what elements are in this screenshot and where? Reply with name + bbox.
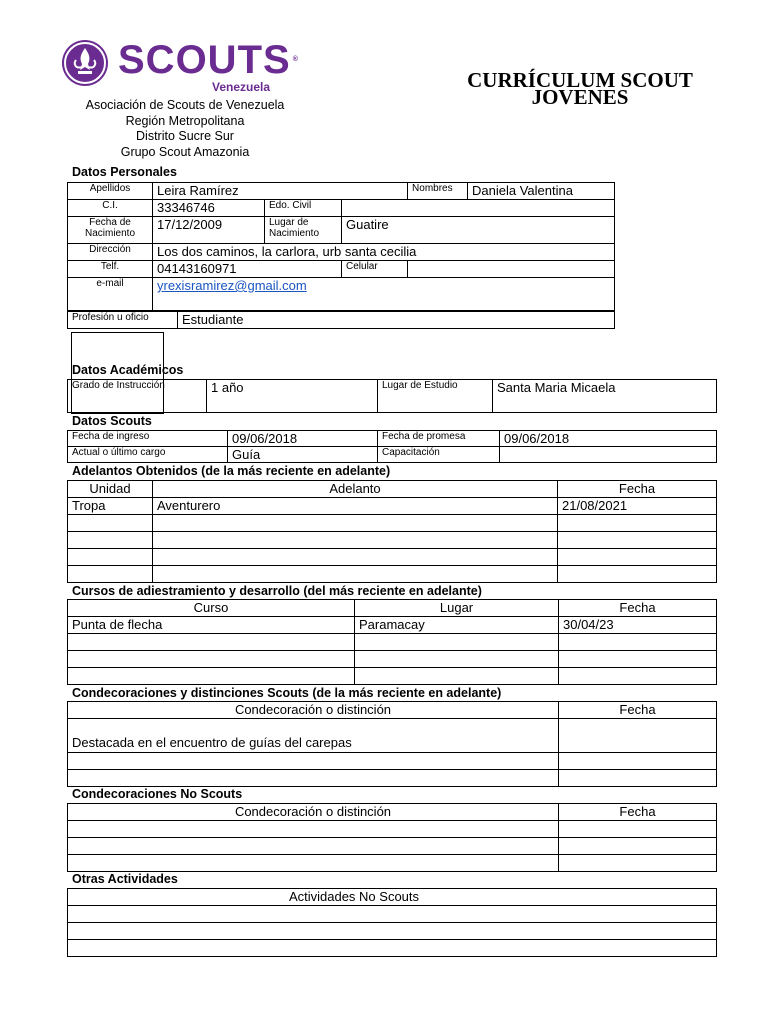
table-cell: [68, 770, 559, 787]
col-header: Fecha: [559, 702, 717, 719]
table-cell: [355, 651, 559, 668]
section-heading-non-scout-awards: Condecoraciones No Scouts: [72, 787, 243, 801]
section-heading-scouts: Datos Scouts: [72, 414, 152, 428]
table-cell: [68, 923, 717, 940]
profession-table: [67, 311, 615, 329]
table-cell: [558, 532, 717, 549]
col-header: Adelanto: [153, 481, 558, 498]
civil-label: Edo. Civil: [265, 200, 342, 217]
table-cell: [68, 634, 355, 651]
table-cell: [558, 566, 717, 583]
table-cell: [355, 668, 559, 685]
document-title: [450, 68, 710, 109]
section-heading-advances: Adelantos Obtenidos (de la más reciente en adelante): [72, 464, 391, 478]
phone-value: 04143160971: [153, 261, 342, 278]
org-line: Asociación de Scouts de Venezuela: [85, 98, 285, 112]
table-cell: [558, 549, 717, 566]
birth-label: Fecha de Nacimiento: [68, 217, 153, 244]
scouts-emblem-icon: [62, 40, 108, 86]
table-row: [68, 821, 717, 838]
table-cell: [559, 668, 717, 685]
table-cell: Tropa: [68, 498, 153, 515]
table-cell: [68, 566, 153, 583]
cargo-label: Actual o último cargo: [68, 447, 228, 463]
table-cell: [68, 821, 559, 838]
table-cell: [153, 566, 558, 583]
table-cell: [559, 855, 717, 872]
table-cell: [559, 821, 717, 838]
table-row: [68, 855, 717, 872]
phone-label: Telf.: [68, 261, 153, 278]
capacitacion-label: Capacitación: [378, 447, 500, 463]
table-cell: [355, 634, 559, 651]
personal-data-table: [67, 182, 615, 311]
table-cell: [559, 651, 717, 668]
grade-label: Grado de Instrucción: [68, 380, 207, 413]
organization-info: [60, 98, 310, 160]
birth-value: 17/12/2009: [153, 217, 265, 244]
job-value: Estudiante: [178, 312, 615, 329]
email-link[interactable]: yrexisramirez@gmail.com: [157, 278, 307, 293]
non-scout-awards-table: [67, 803, 717, 872]
courses-table: [67, 599, 717, 685]
email-label: e-mail: [68, 278, 153, 311]
table-row: [68, 651, 717, 668]
table-cell: [559, 719, 717, 753]
title-line-2: JOVENES: [531, 85, 629, 109]
col-header: Curso: [68, 600, 355, 617]
ci-label: C.I.: [68, 200, 153, 217]
table-cell: [68, 906, 717, 923]
table-cell: [559, 753, 717, 770]
nombres-label: Nombres: [408, 183, 468, 200]
table-row: [68, 617, 717, 634]
place-value: Guatire: [342, 217, 615, 244]
table-row: [68, 719, 717, 753]
section-heading-awards: Condecoraciones y distinciones Scouts (de la más reciente en adelante): [72, 686, 502, 700]
table-row: [68, 838, 717, 855]
org-line: Región Metropolitana: [125, 113, 245, 128]
apellidos-value: Leira Ramírez: [153, 183, 408, 200]
cell-label: Celular: [342, 261, 408, 278]
col-header: Fecha: [559, 804, 717, 821]
table-cell: Punta de flecha: [68, 617, 355, 634]
table-row: [68, 634, 717, 651]
table-cell: 30/04/23: [559, 617, 717, 634]
section-heading-other: Otras Actividades: [72, 872, 178, 886]
grade-value: 1 año: [207, 380, 378, 413]
cell-value: [408, 261, 615, 278]
table-cell: 21/08/2021: [558, 498, 717, 515]
ingreso-label: Fecha de ingreso: [68, 431, 228, 447]
table-row: [68, 515, 717, 532]
table-row: [68, 940, 717, 957]
table-row: [68, 532, 717, 549]
col-header: Actividades No Scouts: [68, 889, 717, 906]
table-cell: [559, 770, 717, 787]
table-cell: [559, 838, 717, 855]
table-cell: Destacada en el encuentro de guías del carepas: [68, 719, 559, 753]
section-heading-courses: Cursos de adiestramiento y desarrollo (del más reciente en adelante): [72, 584, 482, 598]
org-line: Grupo Scout Amazonia: [120, 144, 250, 159]
scouts-wordmark-country: Venezuela: [212, 80, 271, 94]
table-cell: [68, 855, 559, 872]
table-cell: [68, 532, 153, 549]
promesa-value: 09/06/2018: [500, 431, 717, 447]
address-value: Los dos caminos, la carlora, urb santa cecilia: [153, 244, 615, 261]
address-label: Dirección: [68, 244, 153, 261]
col-header: Fecha: [559, 600, 717, 617]
table-row: [68, 770, 717, 787]
col-header: Condecoración o distinción: [68, 702, 559, 719]
capacitacion-value: [500, 447, 717, 463]
table-row: [68, 549, 717, 566]
other-activities-table: [67, 888, 717, 957]
org-line: Distrito Sucre Sur: [136, 129, 234, 143]
academic-table: [67, 379, 717, 413]
table-cell: [68, 838, 559, 855]
table-row: [68, 753, 717, 770]
study-place-label: Lugar de Estudio: [378, 380, 493, 413]
table-row: [68, 566, 717, 583]
promesa-label: Fecha de promesa: [378, 431, 500, 447]
ci-value: 33346746: [153, 200, 265, 217]
table-cell: [68, 753, 559, 770]
table-cell: [153, 532, 558, 549]
table-cell: [153, 549, 558, 566]
title-line-1: CURRÍCULUM SCOUT: [467, 68, 693, 92]
col-header: Lugar: [355, 600, 559, 617]
table-cell: Paramacay: [355, 617, 559, 634]
table-cell: [559, 634, 717, 651]
table-cell: [68, 549, 153, 566]
table-cell: [68, 651, 355, 668]
table-cell: [68, 668, 355, 685]
table-row: [68, 923, 717, 940]
col-header: Unidad: [68, 481, 153, 498]
place-label: Lugar de Nacimiento: [265, 217, 342, 244]
table-cell: [68, 940, 717, 957]
col-header: Fecha: [558, 481, 717, 498]
section-heading-personal: Datos Personales: [72, 165, 177, 179]
cargo-value: Guía: [228, 447, 378, 463]
apellidos-label: Apellidos: [68, 183, 153, 200]
civil-value: [342, 200, 615, 217]
table-cell: [68, 515, 153, 532]
scouts-table: [67, 430, 717, 463]
table-row: [68, 668, 717, 685]
table-cell: [558, 515, 717, 532]
job-label: Profesión u oficio: [68, 312, 178, 329]
table-cell: Aventurero: [153, 498, 558, 515]
ingreso-value: 09/06/2018: [228, 431, 378, 447]
awards-table: [67, 701, 717, 787]
table-row: [68, 906, 717, 923]
section-heading-academic: Datos Académicos: [72, 363, 184, 377]
advances-table: [67, 480, 717, 583]
nombres-value: Daniela Valentina: [468, 183, 615, 200]
study-place-value: Santa Maria Micaela: [493, 380, 717, 413]
col-header: Condecoración o distinción: [68, 804, 559, 821]
scouts-wordmark: SCOUTS ®: [118, 38, 299, 82]
table-cell: [153, 515, 558, 532]
table-row: [68, 498, 717, 515]
